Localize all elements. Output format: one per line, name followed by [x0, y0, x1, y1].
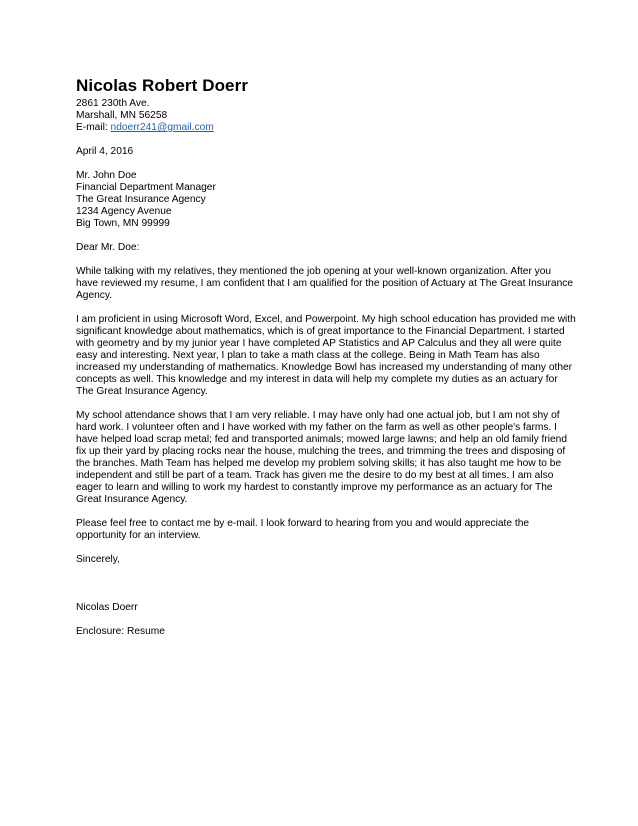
- body-paragraph-3: My school attendance shows that I am very reliable. I may have only had one actual job, but I am not shy of hard work. I volunteer often and I have worked with my father on the farm as well as other people's farms. I have helped load scrap metal; fed and transported animals; mowed large lawns; and help an old family friend fix up their yard by placing rocks near the house, mulching the trees, and trimming the trees and disposing of the branches. Math Team has helped me develop my problem solving skills; it has also taught me how to be independent and still be part of a team. Track has given me the desire to do my best at all times. I am also eager to learn and willing to work my hardest to constantly improve my performance as an actuary for The Great Insurance Agency.: [76, 410, 567, 505]
- letter-date: April 4, 2016: [76, 146, 134, 157]
- signature-name: Nicolas Doerr: [76, 602, 138, 613]
- recipient-name: Mr. John Doe: [76, 170, 137, 181]
- recipient-title: Financial Department Manager: [76, 182, 216, 193]
- closing: Sincerely,: [76, 554, 120, 565]
- recipient-street: 1234 Agency Avenue: [76, 206, 172, 217]
- email-label: E-mail:: [76, 122, 111, 133]
- recipient-company: The Great Insurance Agency: [76, 194, 206, 205]
- letter-page: [76, 76, 576, 638]
- sender-address-line2: Marshall, MN 56258: [76, 110, 168, 121]
- sender-address-line1: 2861 230th Ave.: [76, 98, 150, 109]
- salutation: Dear Mr. Doe:: [76, 242, 140, 253]
- recipient-city: Big Town, MN 99999: [76, 218, 170, 229]
- body-paragraph-4: Please feel free to contact me by e-mail. I look forward to hearing from you and would appreciate the opportunity for an interview.: [76, 518, 530, 541]
- sender-email-line: [76, 122, 576, 134]
- sender-name: Nicolas Robert Doerr: [76, 76, 249, 95]
- email-link[interactable]: ndoerr241@gmail.com: [110, 122, 214, 133]
- body-paragraph-1: While talking with my relatives, they mentioned the job opening at your well-known organization. After you have reviewed my resume, I am confident that I am qualified for the position of Actuary at The Great Insurance Agency.: [76, 266, 573, 301]
- enclosure-line: Enclosure: Resume: [76, 626, 165, 637]
- body-paragraph-2: I am proficient in using Microsoft Word, Excel, and Powerpoint. My high school education has provided me with significant knowledge about mathematics, which is of great importance to the Financial Department. I started with geometry and by my junior year I have completed AP Statistics and AP Calculus and they all were quite easy and interesting. Next year, I plan to take a math class at the college. Being in Math Team has also increased my understanding of mathematics. Knowledge Bowl has increased my understanding of many other concepts as well. This knowledge and my interest in data will help my complete my duties as an actuary for The Great Insurance Agency.: [76, 314, 576, 397]
